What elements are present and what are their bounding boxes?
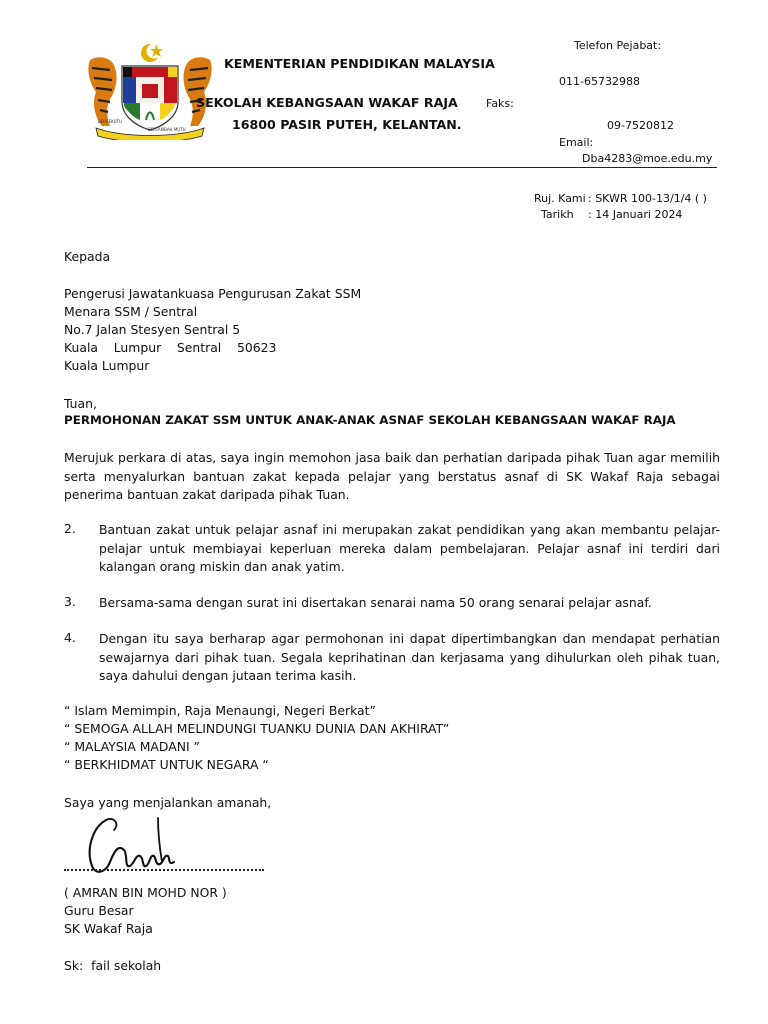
slogan: “ SEMOGA ALLAH MELINDUNGI TUANKU DUNIA DAN AKHIRAT” <box>64 721 450 736</box>
school-name: SEKOLAH KEBANGSAAN WAKAF RAJA <box>196 95 458 110</box>
date-value: : 14 Januari 2024 <box>588 208 683 221</box>
recipient-line: No.7 Jalan Stesyen Sentral 5 <box>64 322 241 337</box>
point-number: 2. <box>64 521 76 536</box>
point-text: Bantuan zakat untuk pelajar asnaf ini merupakan zakat pendidikan yang akan membantu pelajar-pelajar untuk membiayai keperluan mereka dalam pembelajaran. Pelajar asnaf ini terdiri dari kalangan orang miskin dan anak yatim. <box>99 522 720 574</box>
reference-label: Ruj. Kami <box>534 192 586 205</box>
recipient-line: Kuala Lumpur Sentral 50623 <box>64 340 277 355</box>
intro-paragraph: Merujuk perkara di atas, saya ingin memohon jasa baik dan perhatian daripada pihak Tuan agar memilih serta menyalurkan bantuan zakat kepada pelajar yang berstatus asnaf di SK Wakaf Raja sebagai penerima bantuan zakat daripada pihak Tuan. <box>64 450 720 502</box>
letterhead-divider <box>87 167 717 168</box>
signatory-title: Guru Besar <box>64 903 134 918</box>
fax-number: 09-7520812 <box>607 119 674 132</box>
fax-label: Faks: <box>486 97 514 110</box>
closing-line: Saya yang menjalankan amanah, <box>64 795 272 810</box>
ministry-name: KEMENTERIAN PENDIDIKAN MALAYSIA <box>224 56 495 71</box>
recipient-heading: Kepada <box>64 249 111 264</box>
email-address: Dba4283@moe.edu.my <box>582 152 713 165</box>
point-text: Bersama-sama dengan surat ini disertakan senarai nama 50 orang senarai pelajar asnaf. <box>99 595 652 610</box>
signatory-name: ( AMRAN BIN MOHD NOR ) <box>64 885 227 900</box>
crest-motto-right: BERTAMBAH MUTU <box>148 127 186 132</box>
recipient-line: Pengerusi Jawatankuasa Pengurusan Zakat SSM <box>64 286 362 301</box>
email-label: Email: <box>559 136 594 149</box>
school-address: 16800 PASIR PUTEH, KELANTAN. <box>232 117 462 132</box>
signatory-school: SK Wakaf Raja <box>64 921 153 936</box>
slogan: “ MALAYSIA MADANI ” <box>64 739 200 754</box>
point-number: 3. <box>64 594 76 609</box>
reference-value: : SKWR 100-13/1/4 ( ) <box>588 192 707 205</box>
slogan: “ BERKHIDMAT UNTUK NEGARA “ <box>64 757 269 772</box>
recipient-line: Menara SSM / Sentral <box>64 304 198 319</box>
salutation: Tuan, <box>64 396 97 411</box>
date-label: Tarikh <box>541 208 574 221</box>
point-text: Dengan itu saya berharap agar permohonan ini dapat dipertimbangkan dan mendapat perhatian sewajarnya dari pihak tuan. Segala keprihatinan dan kerjasama yang dihulurkan oleh pihak tuan, saya dahului dengan jutaan terima kasih. <box>99 631 720 683</box>
phone-number: 011-65732988 <box>559 75 640 88</box>
crest-motto-left: BERSEKUTU <box>98 119 122 124</box>
recipient-line: Kuala Lumpur <box>64 358 150 373</box>
coat-of-arms-crest <box>82 40 218 140</box>
carbon-copy: Sk: fail sekolah <box>64 958 162 973</box>
letter-subject: PERMOHONAN ZAKAT SSM UNTUK ANAK-ANAK ASNAF SEKOLAH KEBANGSAAN WAKAF RAJA <box>64 413 676 427</box>
signature-dotted-line <box>64 869 264 871</box>
point-number: 4. <box>64 630 76 645</box>
slogan: “ Islam Memimpin, Raja Menaungi, Negeri Berkat” <box>64 703 376 718</box>
phone-label: Telefon Pejabat: <box>574 39 662 52</box>
